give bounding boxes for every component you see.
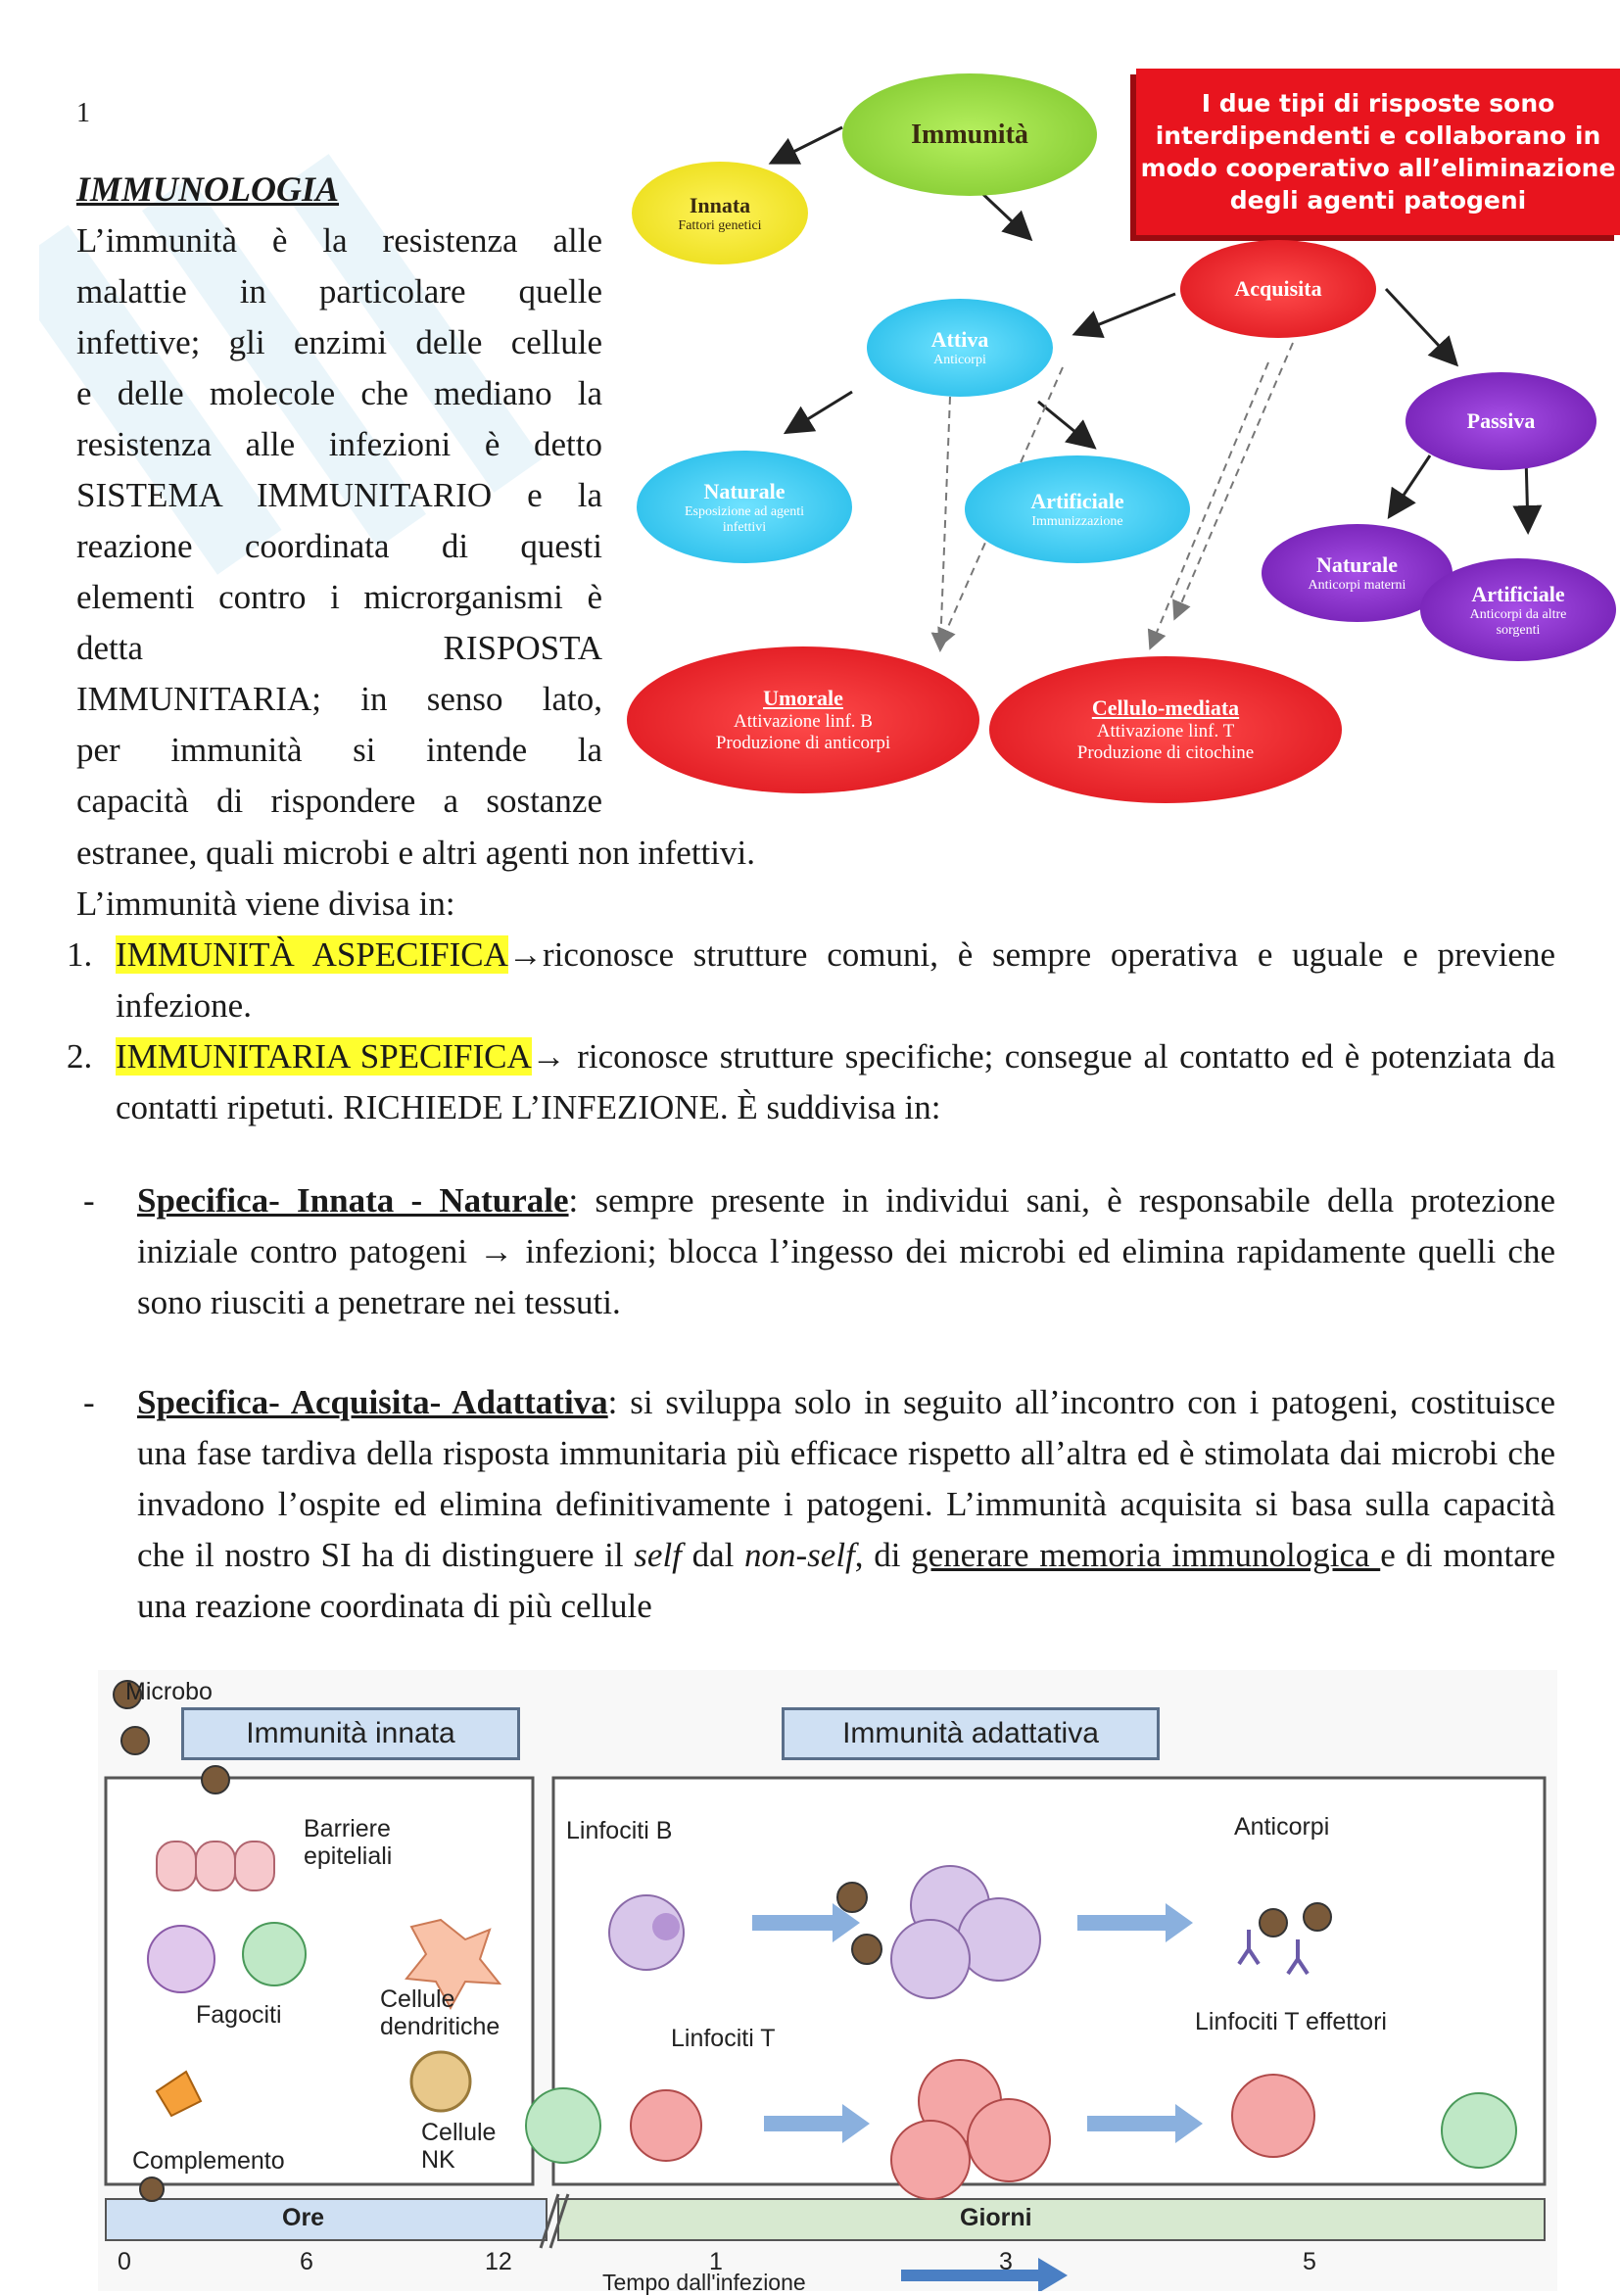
tick-label: 3 (999, 2248, 1013, 2275)
oval-label: Immunità (911, 119, 1028, 150)
oval-sublabel: Produzione di anticorpi (715, 733, 891, 753)
oval-sublabel: Anticorpi da altre sorgenti (1469, 606, 1567, 638)
oval-immunita (842, 73, 1097, 196)
tick-label: 1 (709, 2248, 723, 2275)
self-term: self (634, 1536, 682, 1574)
tick-label: 0 (118, 2248, 131, 2275)
oval-sublabel: Produzione di citochine (1076, 742, 1255, 763)
tick-label: 5 (1303, 2248, 1316, 2275)
list-number: 2. (67, 1037, 93, 1076)
list-item (67, 1031, 1555, 1133)
dash-bullet: - (83, 1383, 95, 1421)
intro-paragraph (76, 215, 602, 827)
effettori-label: Linfociti T effettori (1195, 2008, 1387, 2035)
oval-innata (632, 162, 808, 264)
intro-last-line: estranee, quali microbi e altri agenti non infettivi. (76, 834, 755, 872)
oval-sublabel: Anticorpi (933, 353, 986, 367)
list-text: riconosce strutture comuni, è sempre operativa e uguale e previene infezione. (116, 935, 1556, 1025)
oval-sublabel: Attivazione linf. B (734, 711, 873, 732)
arrow-icon: → (531, 1037, 566, 1076)
intro-line: detta RISPOSTA (76, 629, 602, 667)
term-text: : sempre presente in individui sani, è responsabile della protezione iniziale contro patogeni → infezioni; blocca l’ingesso dei microbi ed elimina rapidamente quelli che sono riusciti a penetrare nei tessuti. (137, 1181, 1555, 1321)
oval-artificiale-attiva (965, 455, 1190, 563)
intro-line: L’immunità è la resistenza alle (76, 221, 602, 260)
intro-line: resistenza alle infezioni è detto (76, 425, 602, 463)
oval-label: Umorale (763, 686, 843, 710)
intro-line: IMMUNITARIA; in senso lato, (76, 680, 602, 718)
dash-item-acquisita (83, 1377, 1555, 1632)
tick-label: 12 (485, 2248, 512, 2275)
microbo-label: Microbo (125, 1678, 213, 1705)
oval-label: Naturale (1315, 552, 1399, 577)
intro-line: capacità di rispondere a sostanze (76, 782, 602, 820)
intro-line: per immunità si intende la (76, 731, 602, 769)
term-label: Specifica- Acquisita- Adattativa (137, 1383, 608, 1421)
divided-heading: L’immunità viene divisa in: (76, 885, 455, 923)
intro-line: malattie in particolare quelle (76, 272, 602, 311)
oval-artificiale-passiva (1420, 558, 1616, 661)
term-text: : si sviluppa solo in seguito all’incontro con i patogeni, costituisce una fase tardiva della risposta immunitaria più efficace rispetto all’altra ed è stimolata dai microbi che invadono l’ospite ed elimina definitivamente i patogeni. L’immunità acquisita si basa sulla capacità che il nostro SI ha di distinguere il (137, 1383, 1555, 1574)
ore-label: Ore (282, 2204, 325, 2231)
innate-title-box: Immunità innata (181, 1707, 520, 1760)
page-title: IMMUNOLOGIA (76, 169, 340, 209)
oval-sublabel: Anticorpi materni (1308, 578, 1406, 593)
memoria-term: generare memoria immunologica (911, 1536, 1381, 1574)
oval-sublabel: Attivazione linf. T (1096, 721, 1235, 741)
term-text: , di (854, 1536, 912, 1574)
list-number: 1. (67, 935, 93, 974)
adaptive-title-box: Immunità adattativa (782, 1707, 1160, 1760)
highlight-term: IMMUNITÀ ASPECIFICA (116, 935, 508, 974)
immunity-timeline-figure (98, 1670, 1557, 2295)
intro-line: infettive; gli enzimi delle cellule (76, 323, 602, 361)
callout-box: I due tipi di risposte sono interdipendenti e collaborano in modo cooperativo all’eliminazione degli agenti patogeni (1136, 69, 1620, 235)
anticorpi-label: Anticorpi (1234, 1813, 1330, 1841)
fagociti-label: Fagociti (196, 2001, 282, 2029)
intro-line: elementi contro i microrganismi è (76, 578, 602, 616)
barriere-label: Barriere epiteliali (304, 1815, 393, 1870)
linfociti-b-label: Linfociti B (566, 1817, 673, 1844)
intro-line: reazione coordinata di questi (76, 527, 602, 565)
figure-artwork (98, 1670, 1557, 2291)
nk-label: Cellule NK (421, 2119, 497, 2174)
oval-umorale (627, 646, 979, 793)
oval-sublabel: Fattori genetici (678, 217, 762, 233)
list-text: riconosce strutture specifiche; consegue al contatto ed è potenziata da contatti ripetuti. RICHIEDE L’INFEZIONE. È suddivisa in: (116, 1037, 1555, 1126)
term-label: Specifica- Innata - Naturale (137, 1181, 569, 1220)
arrow-icon: → (507, 935, 543, 974)
oval-label: Cellulo-mediata (1091, 695, 1240, 720)
dash-item-innata (83, 1175, 1555, 1328)
oval-sublabel: Immunizzazione (1031, 514, 1123, 529)
list-item (67, 930, 1555, 1031)
term-text: e di montare una reazione coordinata di più cellule (137, 1536, 1556, 1625)
giorni-label: Giorni (960, 2204, 1032, 2231)
oval-label: Artificiale (1030, 489, 1124, 513)
oval-cellulo-mediata (989, 656, 1342, 803)
dendritiche-label: Cellule dendritiche (380, 1985, 500, 2040)
page-number: 1 (76, 98, 90, 128)
dash-bullet: - (83, 1181, 95, 1220)
linfociti-t-label: Linfociti T (671, 2025, 776, 2052)
immunity-diagram (627, 69, 1620, 803)
nonself-term: non-self (744, 1536, 855, 1574)
oval-label: Naturale (703, 478, 786, 503)
oval-label: Acquisita (1234, 276, 1322, 301)
highlight-term: IMMUNITARIA SPECIFICA (116, 1037, 532, 1076)
tick-label: 6 (300, 2248, 313, 2275)
oval-sublabel: Esposizione ad agenti infettivi (684, 503, 805, 535)
tempo-label: Tempo dall'infezione (602, 2270, 806, 2295)
oval-acquisita (1180, 240, 1376, 338)
intro-line: e delle molecole che mediano la (76, 374, 602, 412)
oval-passiva (1406, 372, 1596, 470)
intro-line: SISTEMA IMMUNITARIO e la (76, 476, 602, 514)
oval-label: Passiva (1466, 408, 1536, 433)
oval-label: Artificiale (1471, 581, 1565, 606)
complemento-label: Complemento (132, 2147, 285, 2175)
oval-label: Attiva (930, 327, 989, 352)
oval-label: Innata (689, 192, 751, 217)
oval-naturale-attiva (637, 451, 852, 563)
term-text: dal (681, 1536, 745, 1574)
oval-attiva (867, 299, 1053, 397)
